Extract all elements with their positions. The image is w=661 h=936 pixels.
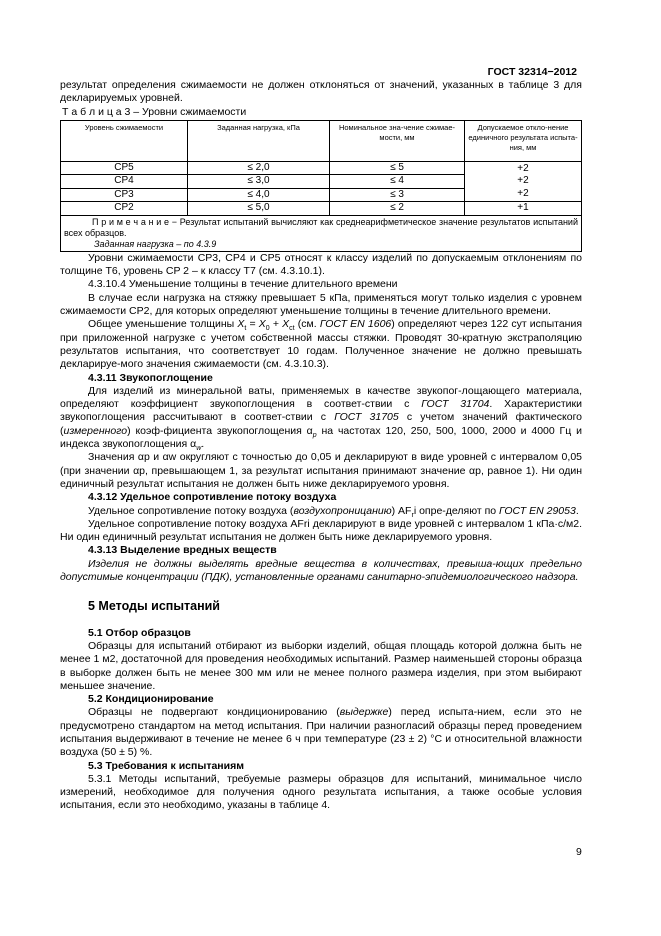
cell-tolerance: +1 — [465, 202, 582, 216]
cell-level: CP2 — [61, 202, 188, 216]
cell-nominal: ≤ 2 — [330, 202, 465, 216]
text: Удельное сопротивление потоку воздуха ( — [88, 504, 294, 517]
text: Общее уменьшение толщины — [88, 318, 238, 331]
text: ) перед испыта-нием, если это не предусмотрено стандартом на метод испытания. При наличии разногласий образцы перед проведением испытания выдерживают в течение не менее 6 ч при температуре (23 ± 2) °С и относительной влажности воздуха (50 ± 5) %. — [60, 706, 583, 759]
heading-4-3-10-4: 4.3.10.4 Уменьшение толщины в течение длительного времени — [88, 278, 398, 291]
values-paragraph: Значения αp и αw округляют с точностью до 0,05 и декларируют в виде уровней с интервалом 0,05 (при значении αp, превышающем 1, за результат испытания принимают значение αp, равное 1). Ни один единичный результат испытания не должен быть ниже декларируемого уровня. — [60, 451, 582, 490]
heading-4-3-13: 4.3.13 Выделение вредных веществ — [88, 544, 277, 557]
cell-nominal: ≤ 4 — [330, 175, 465, 189]
cell-load: ≤ 5,0 — [188, 202, 330, 216]
table-note — [61, 215, 582, 251]
cell-level: CP3 — [61, 188, 188, 202]
intro-paragraph: результат определения сжимаемости не должен отклоняться от значений, указанных в таблице 3 для декларируемых уровней. — [60, 79, 582, 105]
cell-level: CP5 — [61, 161, 188, 175]
conditioning-paragraph — [60, 706, 582, 759]
text: . — [201, 438, 205, 451]
cell-load: ≤ 3,0 — [188, 175, 330, 189]
cell-load: ≤ 4,0 — [188, 188, 330, 202]
cell-nominal: ≤ 3 — [330, 188, 465, 202]
heading-4-3-11: 4.3.11 Звукопоглощение — [88, 371, 213, 384]
table-note-row — [61, 215, 582, 251]
text: . — [575, 504, 579, 517]
document-code: ГОСТ 32314−2012 — [487, 66, 577, 78]
tolerance-value: +2 — [517, 162, 529, 174]
text: воздухопроницанию — [293, 504, 392, 517]
cell-level: CP4 — [61, 175, 188, 189]
tolerance-value: +2 — [517, 187, 529, 199]
heading-5-1: 5.1 Отбор образцов — [88, 626, 191, 639]
thickness-paragraph: Общее уменьшение толщины $X_t = X_0 + X_{ct}$ (см. ГОСТ EN 1606) определяют через 122 сут испытания при приложенной нагрузке с учетом собственной массы стяжки. Проводят 30-кратную экстраполяцию результатов испытания, что соответствует 10 годам. Полученное значение не должно превышать декларируе-мого значения сжимаемости (см. 4.3.10.3). — [60, 318, 583, 371]
header-level: Уровень сжимаемости — [61, 120, 188, 161]
heading-5-2: 5.2 Кондиционирование — [88, 693, 214, 706]
table-row — [61, 161, 582, 175]
levels-paragraph: Уровни сжимаемости CP3, CP4 и CP5 относят к классу изделий по допускаемым отклонениям по толщине Т6, уровень CP 2 – к классу Т7 (см. 4.3.10.1). — [60, 251, 582, 278]
cell-nominal: ≤ 5 — [330, 161, 465, 175]
header-tolerance: Допускаемое откло-нение единичного результата испыта-ния, мм — [465, 120, 582, 161]
note-reference: Заданная нагрузка – по 4.3.9 — [94, 238, 217, 249]
tolerance-value: +2 — [517, 175, 529, 187]
standard-reference: ГОСТ EN 1606 — [319, 318, 392, 331]
text: ) определяют через 122 сут испытания при приложенной нагрузке с учетом собственной массы стяжки. Проводят 30-кратную экстраполяцию результатов испытания, что соответствует 10 годам. Полученное значение не должно превышать декларируе-мого значения сжимаемости (см. 4.3.10.3). — [60, 318, 583, 371]
table-row — [61, 202, 582, 216]
note-text: П р и м е ч а н и е − Результат испытаний вычисляют как среднеарифметическое значение результатов испытаний всех образцов. — [64, 216, 578, 238]
text: . Характеристики звукопоглощения рассчитывают в соответ-ствии с — [60, 398, 583, 424]
text: ) AF — [391, 504, 412, 517]
section-5-title: 5 Методы испытаний — [88, 599, 220, 614]
standard-reference: ГОСТ 31704 — [421, 398, 490, 411]
compressibility-table — [60, 120, 582, 252]
standard-reference: ГОСТ EN 29053 — [499, 504, 576, 517]
header-load: Заданная нагрузка, кПа — [188, 120, 330, 161]
text: Образцы не подвергают кондиционированию ( — [88, 706, 340, 719]
text: i опре-деляют по — [413, 504, 500, 517]
sampling-paragraph: Образцы для испытаний отбирают из выборки изделий, общая площадь которой должна быть не менее 1 м2, достаточной для проведения необходимых испытаний. Размер наименьшей стороны образца в выборке должен быть не менее 300 мм или не менее полного размера изделия, при этом выбирают меньшее значение. — [60, 639, 582, 692]
text: на частотах 120, 250, 500, 1000, 2000 и 4000 Гц и индекса звукопоглощения α — [60, 424, 582, 451]
air-paragraph-1: Удельное сопротивление потоку воздуха (воздухопроницанию) $AF_ri$ опре-деляют по ГОСТ EN 29053. — [88, 504, 579, 519]
header-nominal: Номинальное зна-чение сжимае-мости, мм — [330, 120, 465, 161]
heading-5-3: 5.3 Требования к испытаниям — [88, 759, 244, 772]
text: Для изделий из минеральной ваты, применяемых в качестве звукопог-лощающего материала, определяют коэффициент звукопоглощения в соответ-ствии с — [60, 384, 582, 411]
text: ) коэф-фициента звукопоглощения α — [127, 424, 313, 437]
cell-tolerance-merged — [465, 161, 582, 202]
requirements-paragraph: 5.3.1 Методы испытаний, требуемые размеры образцов для испытаний, минимальное число измерений, необходимое для получения одного результата испытания, а также особые условия испытания, если это необходимо, указаны в таблице 4. — [60, 772, 582, 812]
table-header-row — [61, 120, 582, 161]
air-paragraph-2: Удельное сопротивление потоку воздуха AFri декларируют в виде уровней с интервалом 1 кПа·с/м2. Ни один единичный результат испытания не должен быть ниже декларируемого уровня. — [60, 517, 582, 544]
standard-reference: ГОСТ 31705 — [334, 411, 399, 424]
load-paragraph: В случае если нагрузка на стяжку превышает 5 кПа, применяться могут только изделия с уровнем сжимаемости CP2, для которых определяют уменьшение толщины в течение длительного времени. — [60, 291, 582, 318]
text: выдержке — [339, 706, 389, 719]
table-caption: Т а б л и ц а 3 – Уровни сжимаемости — [62, 105, 247, 118]
text: измеренного — [63, 424, 128, 437]
heading-4-3-12: 4.3.12 Удельное сопротивление потоку воздуха — [88, 491, 337, 504]
sound-paragraph: Для изделий из минеральной ваты, применяемых в качестве звукопог-лощающего материала, определяют коэффициент звукопоглощения в соответ-ствии с ГОСТ 31704. Характеристики звукопоглощения рассчитывают в соответ-ствии с ГОСТ 31705 с учетом значений фактического (измеренного) коэф-фициента звукопоглощения $\alpha_p$ на частотах 120, 250, 500, 1000, 2000 и 4000 Гц и индекса звукопоглощения $\alpha_w$. — [60, 384, 583, 453]
cell-load: ≤ 2,0 — [188, 161, 330, 175]
page-number: 9 — [576, 846, 582, 858]
harm-paragraph: Изделия не должны выделять вредные вещества в количествах, превыша-ющих предельно допустимые концентрации (ПДК), установленные органами санитарно-эпидемиологического надзора. — [60, 557, 582, 584]
text: с учетом значений фактического ( — [60, 411, 583, 437]
page-body — [60, 79, 582, 813]
text: (см. — [294, 318, 320, 331]
